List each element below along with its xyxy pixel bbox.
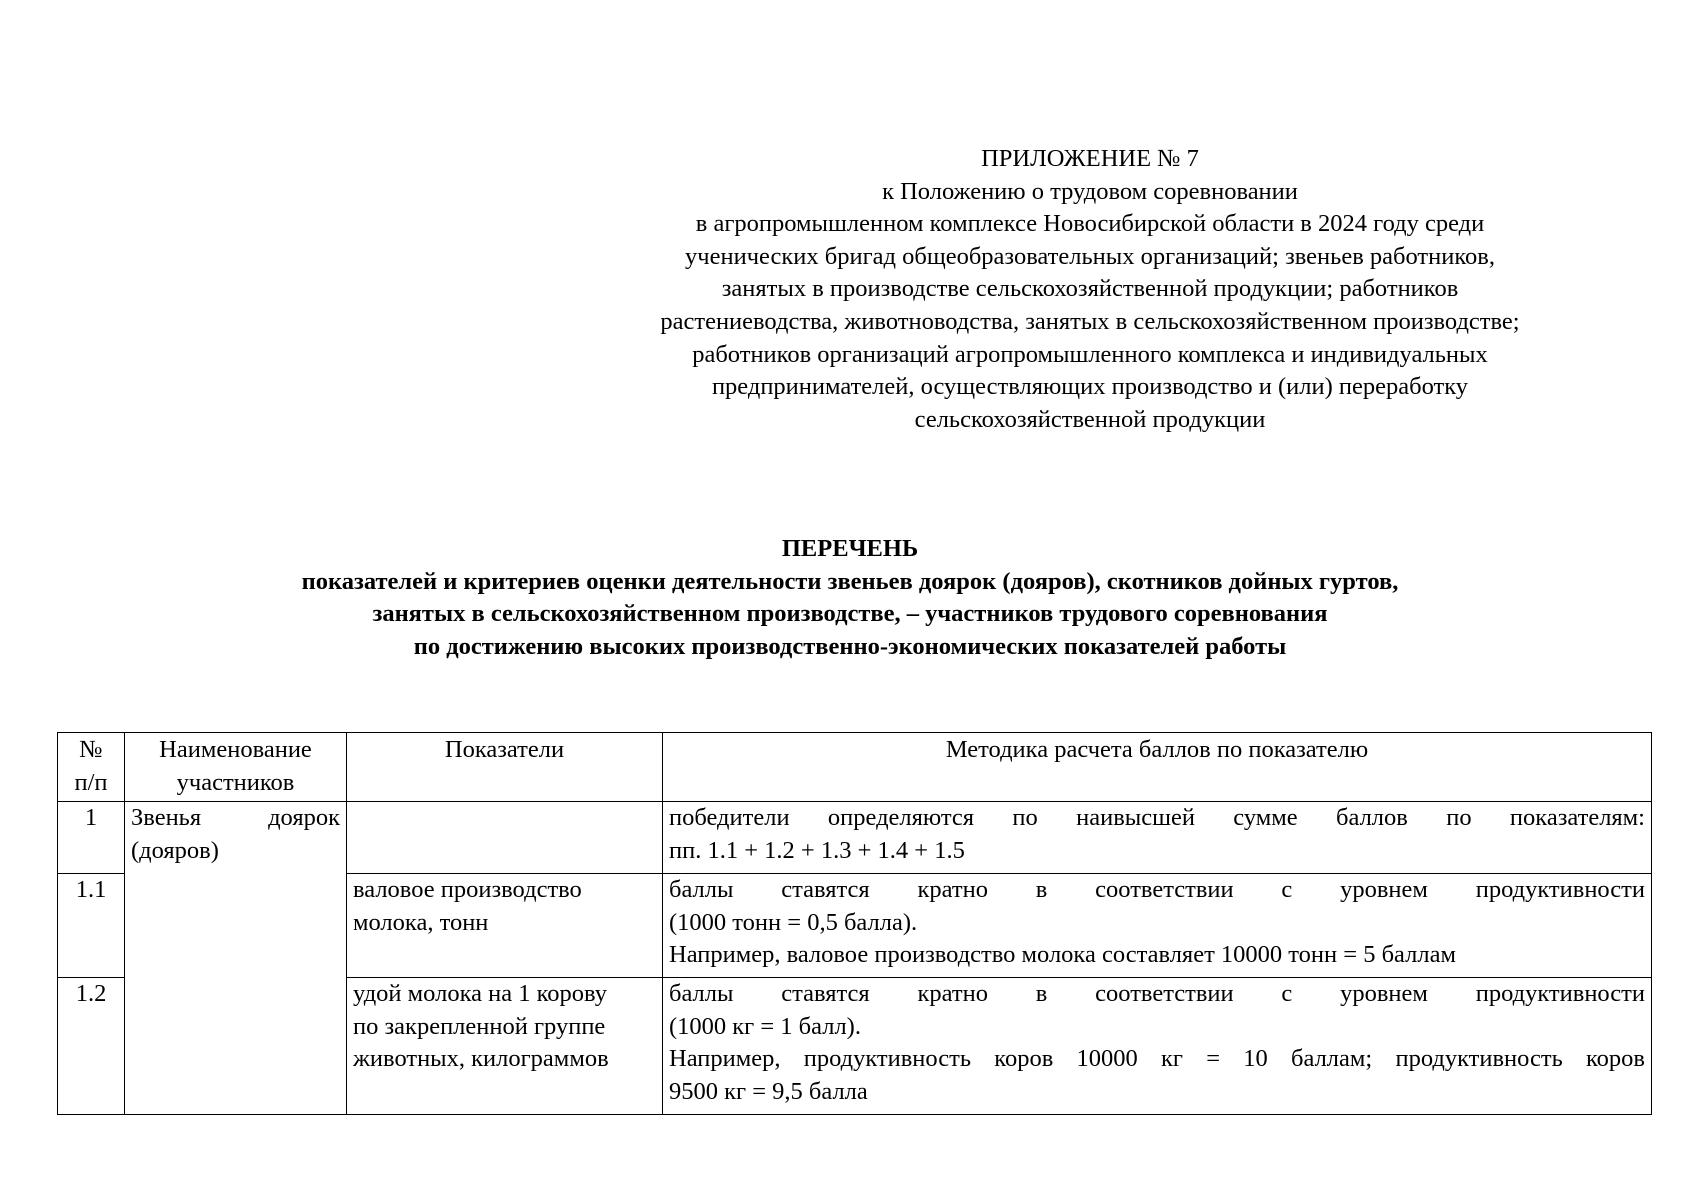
method-line: 9500 кг = 9,5 балла [669, 1077, 868, 1105]
header-method: Методика расчета баллов по показателю [663, 733, 1652, 802]
annex-text-line: в агропромышленном комплексе Новосибирской области в 2024 году среди [695, 210, 1485, 238]
annex-text-line: занятых в производстве сельскохозяйственной продукции; работников [721, 275, 1459, 303]
table-header-row [58, 733, 1652, 802]
method-line: баллы ставятся кратно в соответствии с уровнем продуктивности [669, 980, 1645, 1008]
title-subtitle-line: показателей и критериев оценки деятельности звеньев доярок (дояров), скотников дойных гуртов, [301, 567, 1399, 595]
header-participants-line: участников [176, 768, 295, 796]
indicator-cell [347, 978, 663, 1115]
criteria-table [57, 732, 1652, 1115]
method-cell [663, 802, 1652, 874]
method-cell [663, 978, 1652, 1115]
title-subtitle-line: занятых в сельскохозяйственном производстве, – участников трудового соревнования [372, 600, 1328, 628]
annex-text-line: к Положению о трудовом соревновании [882, 177, 1298, 205]
annex-text-line: растениеводства, животноводства, занятых в сельскохозяйственном производстве; [660, 307, 1520, 335]
annex-text-line: предпринимателей, осуществляющих производство и (или) переработку [711, 373, 1469, 401]
indicator-line: животных, килограммов [353, 1045, 609, 1073]
method-line: (1000 тонн = 0,5 балла). [669, 908, 918, 936]
header-participants [125, 733, 347, 802]
indicator-line: удой молока на 1 корову [353, 980, 607, 1008]
annex-header [590, 143, 1590, 436]
indicator-line: валовое производство [353, 876, 582, 904]
annex-text-line: сельскохозяйственной продукции [914, 405, 1266, 433]
participants-cell [125, 802, 347, 1115]
document-title [100, 533, 1600, 663]
header-number-symbol: № [79, 736, 103, 763]
header-number-abbrev: п/п [74, 768, 108, 796]
header-participants-line: Наименование [159, 736, 312, 763]
row-number: 1 [58, 802, 125, 874]
method-line: победители определяются по наивысшей сумме баллов по показателям: [669, 804, 1645, 832]
indicator-line: по закрепленной группе [353, 1012, 606, 1040]
indicator-line: молока, тонн [353, 908, 489, 936]
indicator-cell [347, 802, 663, 874]
header-number [58, 733, 125, 802]
row-number: 1.2 [58, 978, 125, 1115]
method-cell [663, 874, 1652, 978]
indicator-cell [347, 874, 663, 978]
annex-text-line: работников организаций агропромышленного комплекса и индивидуальных [692, 340, 1488, 368]
method-line: пп. 1.1 + 1.2 + 1.3 + 1.4 + 1.5 [669, 836, 965, 864]
annex-number: ПРИЛОЖЕНИЕ № 7 [981, 145, 1199, 172]
participants-line: (дояров) [131, 836, 219, 864]
header-indicators: Показатели [347, 733, 663, 802]
method-line: Например, продуктивность коров 10000 кг = 10 баллам; продуктивность коров [669, 1045, 1645, 1073]
title-heading: ПЕРЕЧЕНЬ [781, 535, 919, 562]
row-number: 1.1 [58, 874, 125, 978]
method-line: баллы ставятся кратно в соответствии с уровнем продуктивности [669, 876, 1645, 904]
table-row [58, 802, 1652, 874]
title-subtitle-line: по достижению высоких производственно-экономических показателей работы [413, 632, 1287, 660]
method-line: (1000 кг = 1 балл). [669, 1012, 861, 1040]
method-line: Например, валовое производство молока составляет 10000 тонн = 5 баллам [669, 941, 1456, 969]
participants-line: Звенья доярок [131, 804, 340, 832]
annex-text-line: ученических бригад общеобразовательных организаций; звеньев работников, [685, 242, 1495, 270]
